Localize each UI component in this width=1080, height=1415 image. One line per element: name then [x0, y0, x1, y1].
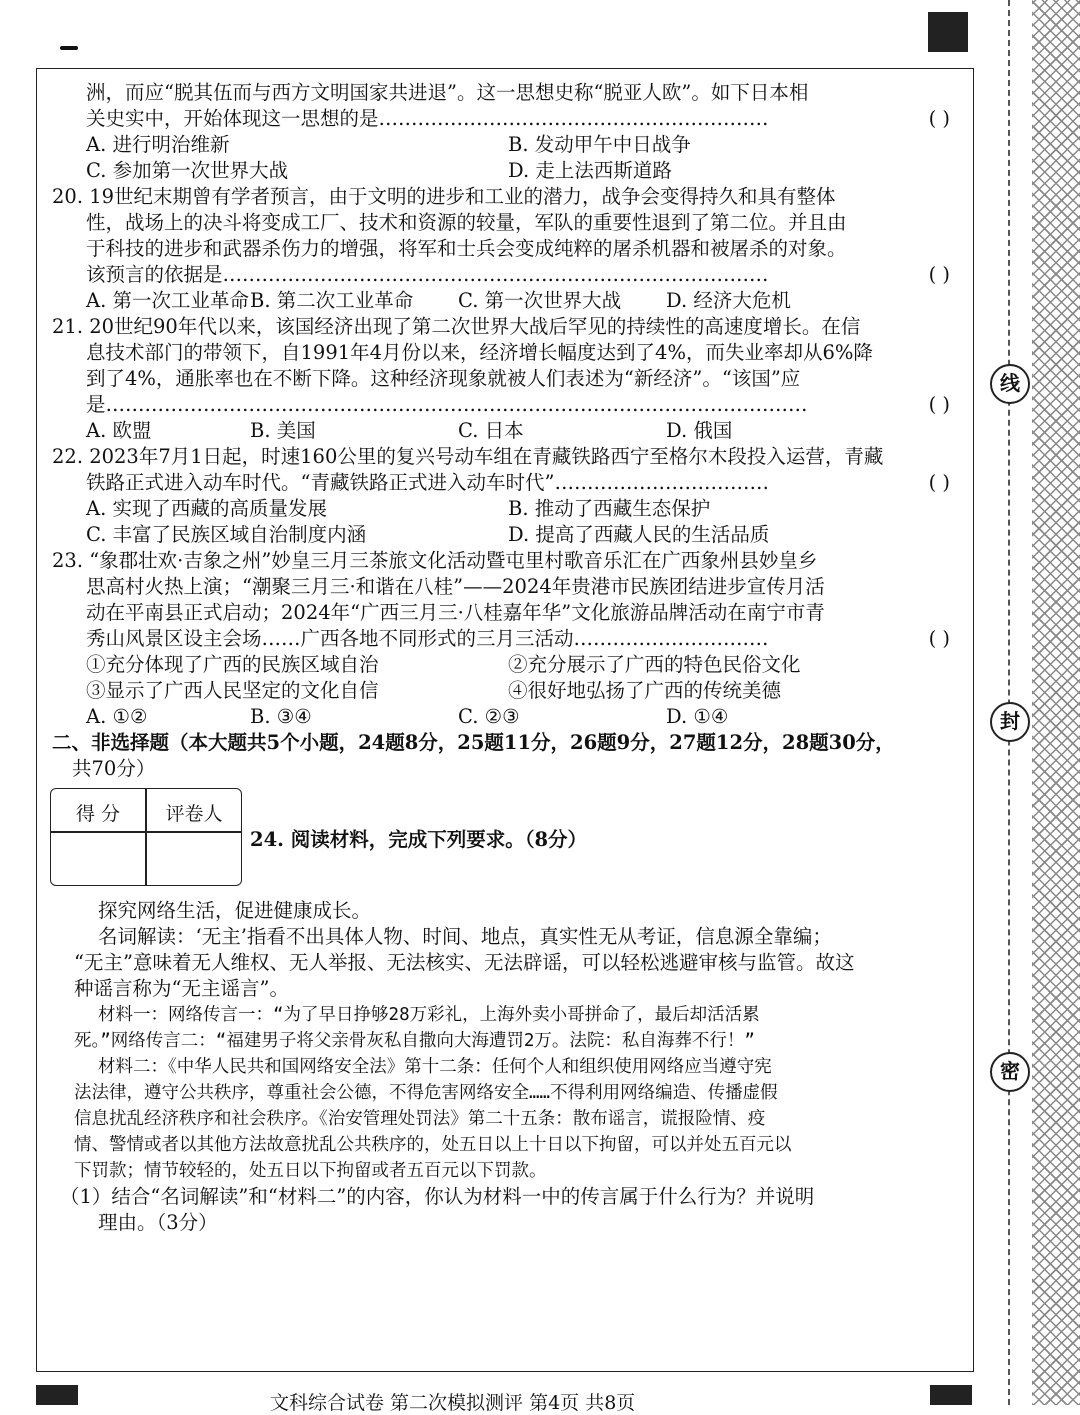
option: D. 提高了西藏人民的生活品质 — [508, 523, 770, 546]
q21-options — [52, 418, 964, 444]
score-box-divider — [145, 789, 147, 885]
q22-options — [52, 522, 964, 548]
corner-mark — [60, 46, 78, 50]
q20-options — [52, 288, 964, 314]
q24-intro: 探究网络生活，促进健康成长。 — [98, 899, 372, 922]
registration-mark-bottom-left — [36, 1385, 78, 1405]
q24-material-2: 情、警情或者以其他方法故意扰乱公共秩序的，处五日以上十日以下拘留，可以并处五百元以 — [74, 1135, 792, 1155]
option: C. ②③ — [458, 705, 520, 728]
option: A. 欧盟 — [86, 419, 152, 442]
q24-material-2: 法法律，遵守公共秩序，尊重社会公德，不得危害网络安全……不得利用网络编造、传播虚假 — [74, 1083, 778, 1103]
option: A. 实现了西藏的高质量发展 — [86, 497, 327, 520]
seal-xian: 线 — [990, 364, 1030, 404]
q22-options — [52, 496, 964, 522]
q23-stem-end: 秀山风景区设主会场……广西各地不同形式的三月三活动………………………… — [86, 627, 769, 650]
q20-line: 20. 19世纪末期曾有学者预言，由于文明的进步和工业的潜力，战争会变得持久和具有整体 — [52, 185, 836, 208]
option: B. 推动了西藏生态保护 — [508, 497, 711, 520]
score-box-rule — [51, 831, 241, 833]
registration-mark-bottom-right — [930, 1385, 972, 1405]
q23-line: 思高村火热上演；“潮聚三月三·和谐在八桂”——2024年贵港市民族团结进步宣传月活 — [86, 575, 825, 598]
q23-items — [52, 678, 964, 704]
option: B. 第二次工业革命 — [250, 289, 414, 312]
q20-line: 性，战场上的决斗将变成工厂、技术和资源的较量，军队的重要性退到了第二位。并且由 — [86, 211, 847, 234]
q24-definition: “无主”意味着无人维权、无人举报、无法核实、无法辟谣，可以轻松逃避审核与监管。故这 — [74, 951, 855, 974]
q21-line: 息技术部门的带领下，自1991年4月份以来，经济增长幅度达到了4%，而失业率却从6%降 — [86, 341, 873, 364]
q20-line — [52, 262, 964, 288]
q23-items — [52, 652, 964, 678]
q20-stem-end: 该预言的依据是………………………………………………………………………… — [86, 263, 769, 286]
q19-options — [52, 158, 964, 184]
statement-item: ②充分展示了广西的特色民俗文化 — [508, 653, 801, 676]
q24-passage — [52, 898, 964, 1236]
q24-material-2: 下罚款；情节较轻的，处五日以下拘留或者五百元以下罚款。 — [74, 1161, 547, 1181]
answer-bracket: ( ) — [928, 471, 950, 494]
answer-bracket: ( ) — [928, 263, 950, 286]
option: C. 第一次世界大战 — [458, 289, 622, 312]
q22-stem-end: 铁路正式进入动车时代。“青藏铁路正式进入动车时代”…………………………… — [86, 471, 769, 494]
score-box — [50, 788, 242, 886]
option: A. ①② — [86, 705, 148, 728]
q21-line: 21. 20世纪90年代以来，该国经济出现了第二次世界大战后罕见的持续性的高速度增长。在信 — [52, 315, 861, 338]
q19-line: 洲，而应“脱其伍而与西方文明国家共进退”。这一思想史称“脱亚人欧”。如下日本相 — [86, 81, 809, 104]
option: A. 进行明治维新 — [86, 133, 230, 156]
q22-line: 22. 2023年7月1日起，时速160公里的复兴号动车组在青藏铁路西宁至格尔木段投入运营，青藏 — [52, 445, 884, 468]
section-heading-cont: 共70分） — [72, 757, 156, 780]
q24-title: 24. 阅读材料，完成下列要求。（8分） — [250, 828, 588, 851]
statement-item: ③显示了广西人民坚定的文化自信 — [86, 679, 379, 702]
option: D. 经济大危机 — [666, 289, 791, 312]
q23-line — [52, 626, 964, 652]
q23-options — [52, 704, 964, 730]
q19-line — [52, 106, 964, 132]
score-label: 得 分 — [75, 803, 121, 825]
q24-subquestion-1: （1）结合“名词解读”和“材料二”的内容，你认为材料一中的传言属于什么行为？并说明 — [60, 1185, 815, 1208]
answer-bracket: ( ) — [928, 393, 950, 416]
q19-stem-end: 关史实中，开始体现这一思想的是…………………………………………………… — [86, 107, 769, 130]
q24-definition: 名词解读：‘无主’指看不出具体人物、时间、地点，真实性无从考证，信息源全靠编； — [98, 925, 832, 948]
option: C. 丰富了民族区域自治制度内涵 — [86, 523, 367, 546]
section-heading: 二、非选择题（本大题共5个小题，24题8分，25题11分，26题9分，27题12分，28题30分， — [52, 731, 895, 754]
statement-item: ①充分体现了广西的民族区域自治 — [86, 653, 379, 676]
q24-subquestion-1: 理由。（3分） — [98, 1211, 218, 1234]
option: B. 发动甲午中日战争 — [508, 133, 691, 156]
option: C. 日本 — [458, 419, 524, 442]
q21-stem-end: 是……………………………………………………………………………………………… — [86, 393, 808, 416]
option: D. 俄国 — [666, 419, 733, 442]
q23-line: 动在平南县正式启动；2024年“广西三月三·八桂嘉年华”文化旅游品牌活动在南宁市青 — [86, 601, 825, 624]
q21-line: 到了4%，通胀率也在不断下降。这种经济现象就被人们表述为“新经济”。“该国”应 — [86, 367, 801, 390]
option: B. 美国 — [250, 419, 316, 442]
option: C. 参加第一次世界大战 — [86, 159, 289, 182]
q24-material-2: 材料二：《中华人民共和国网络安全法》第十二条：任何个人和组织使用网络应当遵守宪 — [98, 1057, 772, 1077]
statement-item: ④很好地弘扬了广西的传统美德 — [508, 679, 782, 702]
seal-feng: 封 — [990, 702, 1030, 742]
registration-mark-top-right — [928, 12, 968, 52]
answer-bracket: ( ) — [928, 107, 950, 130]
q20-line: 于科技的进步和武器杀伤力的增强，将军和士兵会变成纯粹的屠杀机器和被屠杀的对象。 — [86, 237, 847, 260]
page-footer: 文科综合试卷 第二次模拟测评 第4页 共8页 — [270, 1392, 636, 1414]
option: D. ①④ — [666, 705, 729, 728]
q24-material-1: 死。”网络传言二：“福建男子将父亲骨灰私自撒向大海遭罚2万。法院：私自海葬不行！” — [74, 1031, 755, 1051]
binding-margin-pattern — [1032, 0, 1080, 1405]
option: A. 第一次工业革命 — [86, 289, 249, 312]
q19-options — [52, 132, 964, 158]
q21-line — [52, 392, 964, 418]
q24-material-2: 信息扰乱经济秩序和社会秩序。《治安管理处罚法》第二十五条：散布谣言，谎报险情、疫 — [74, 1109, 766, 1129]
questions-area — [52, 80, 964, 782]
option: D. 走上法西斯道路 — [508, 159, 672, 182]
q22-line — [52, 470, 964, 496]
grader-label: 评卷人 — [165, 803, 223, 825]
answer-bracket: ( ) — [928, 627, 950, 650]
q24-material-1: 材料一：网络传言一：“为了早日挣够28万彩礼，上海外卖小哥拼命了，最后却活活累 — [98, 1005, 760, 1025]
option: B. ③④ — [250, 705, 312, 728]
q24-definition: 种谣言称为“无主谣言”。 — [74, 977, 289, 1000]
seal-mi: 密 — [990, 1052, 1030, 1092]
q23-line: 23. “象郡壮欢·吉象之州”妙皇三月三茶旅文化活动暨屯里村歌音乐汇在广西象州县妙皇乡 — [52, 549, 818, 572]
